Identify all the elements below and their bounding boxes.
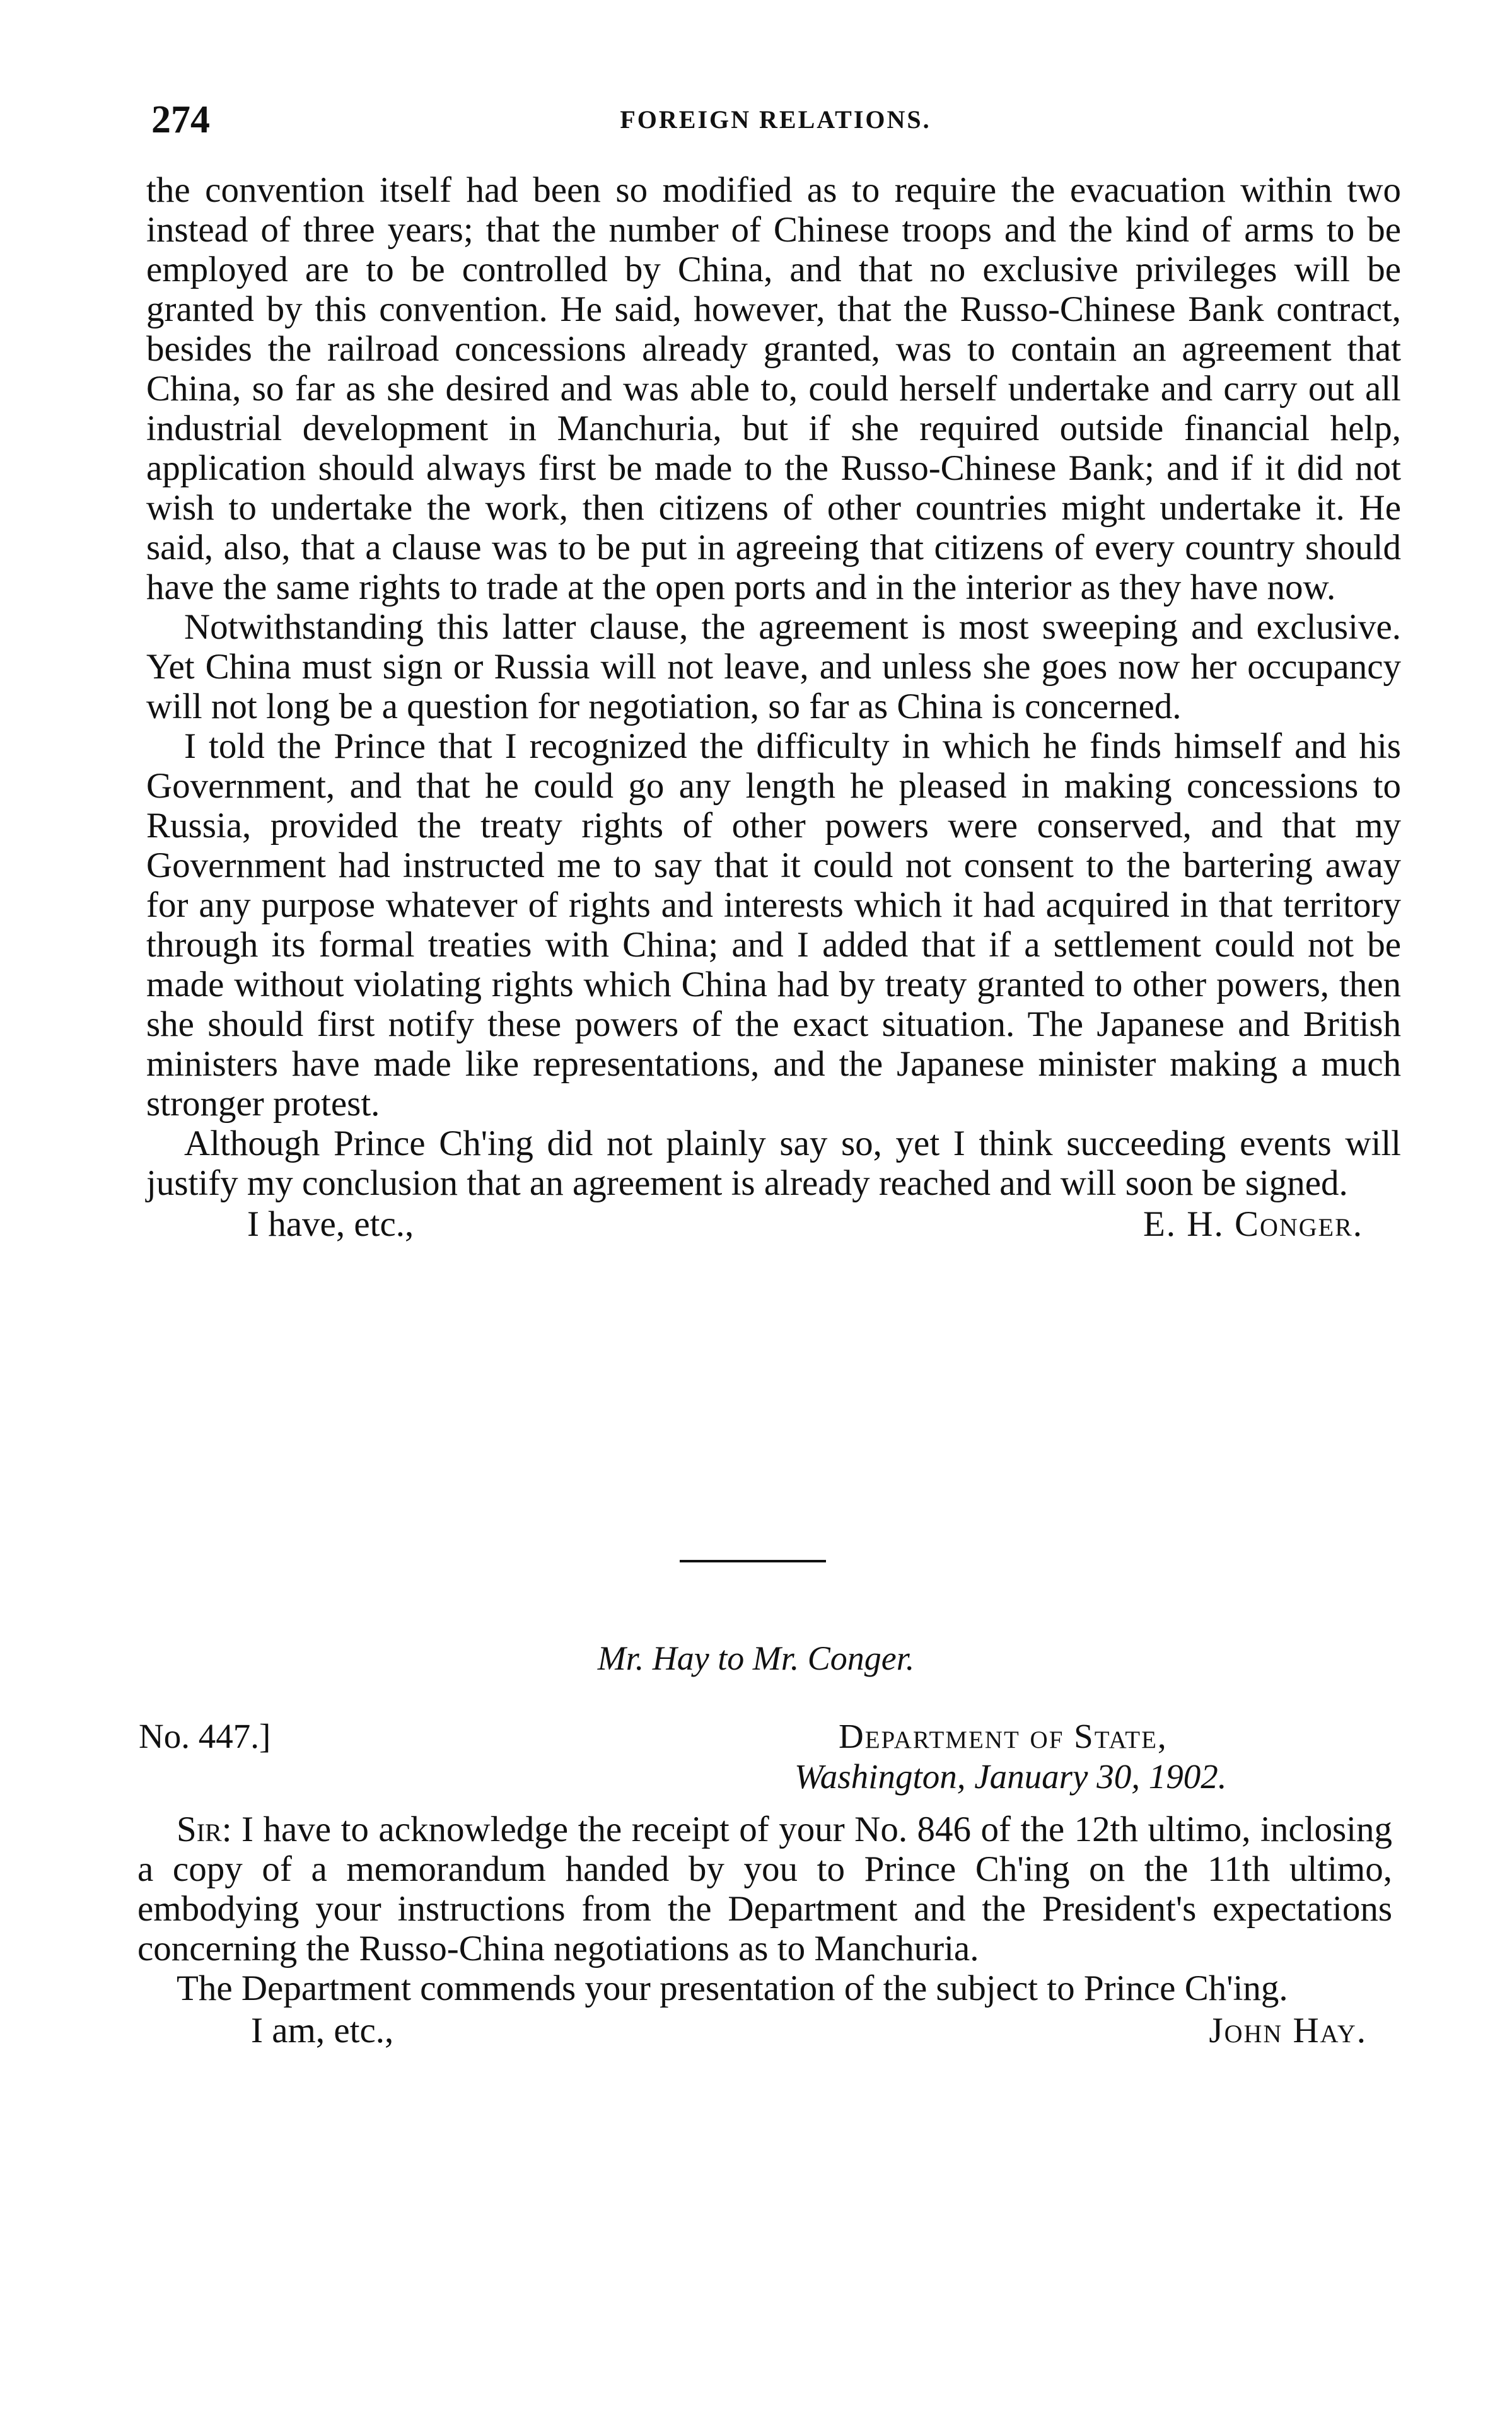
department-name: Department of State, bbox=[839, 1717, 1168, 1755]
closing-phrase: I am, etc., bbox=[251, 2011, 394, 2050]
paragraph-text: I have to acknowledge the receipt of your No. 846 of the 12th ultimo, inclosing a copy of a memorandum handed by you to Prince Ch'ing on the 11th ultimo, embodying your instructions from the Department and the President's expectations concerning the Russo-China negotiations as to Manchuria. bbox=[137, 1810, 1393, 1968]
letter-title: Mr. Hay to Mr. Conger. bbox=[597, 1639, 915, 1677]
letter-closing bbox=[137, 2011, 1392, 2052]
signature: John Hay. bbox=[1209, 2011, 1367, 2050]
paragraph: I told the Prince that I recognized the difficulty in which he finds himself and his Government, and that he could go any length he pleased in making concessions to Russia, provided the treaty rights of other powers were conserved, and that my Government had instructed me to say that it could not consent to the bartering away for any purpose whatever of rights and interests which it had acquired in that territory through its formal treaties with China; and I added that if a settlement could not be made without violating rights which China had by treaty granted to other powers, then she should first notify these powers of the exact situation. The Japanese and British ministers have made like representations, and the Japanese minister making a much stronger protest. bbox=[146, 726, 1401, 1124]
page-number: 274 bbox=[151, 98, 210, 141]
running-head: FOREIGN RELATIONS. bbox=[620, 105, 931, 134]
paragraph: Although Prince Ch'ing did not plainly say so, yet I think succeeding events will justify my conclusion that an agreement is already reached and will soon be signed. bbox=[146, 1124, 1401, 1203]
salutation: Sir: bbox=[177, 1810, 232, 1849]
paragraph bbox=[137, 1810, 1392, 1968]
place-date: Washington, January 30, 1902. bbox=[794, 1757, 1227, 1796]
paragraph: The Department commends your presentation of the subject to Prince Ch'ing. bbox=[177, 1968, 1288, 2008]
paragraph: the convention itself had been so modified as to require the evacuation within two instead of three years; that the number of Chinese troops and the kind of arms to be employed are to be controlled by China, and that no exclusive privileges will be granted by this convention. He said, however, that the Russo-Chinese Bank contract, besides the railroad concessions already granted, was to contain an agreement that China, so far as she desired and was able to, could herself undertake and carry out all industrial development in Manchuria, but if she required outside financial help, application should always first be made to the Russo-Chinese Bank; and if it did not wish to undertake the work, then citizens of other countries might undertake it. He said, also, that a clause was to be put in agreeing that citizens of every country should have the same rights to trade at the open ports and in the interior as they have now. bbox=[146, 170, 1401, 607]
paragraph: Notwithstanding this latter clause, the agreement is most sweeping and exclusive. Yet China must sign or Russia will not leave, and unless she goes now her occupancy will not long be a question for negotiation, so far as China is concerned. bbox=[146, 607, 1401, 726]
letter-hay-body bbox=[137, 1810, 1392, 2052]
signature: E. H. Conger. bbox=[1143, 1204, 1363, 1244]
closing-phrase: I have, etc., bbox=[247, 1204, 414, 1244]
page-header bbox=[151, 95, 1400, 145]
letter-conger-body bbox=[146, 170, 1401, 1246]
section-divider bbox=[680, 1560, 826, 1562]
letter-dateline bbox=[139, 1716, 1400, 1805]
document-number: No. 447.] bbox=[139, 1717, 271, 1755]
letter-closing bbox=[146, 1204, 1401, 1246]
